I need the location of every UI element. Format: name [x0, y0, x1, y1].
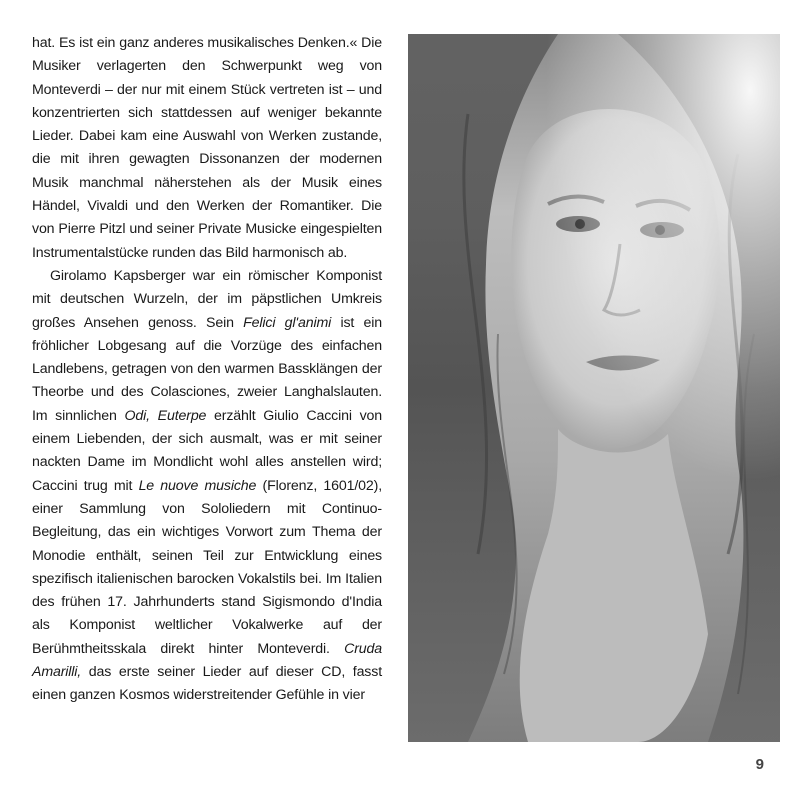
paragraph-2 [32, 265, 382, 708]
paragraph-2-text-1: Girolamo Kapsberger war ein römischer Komponist mit deutschen Wurzeln, der im päpstlichen Umkreis großes Ansehen genoss. Sein [32, 267, 382, 331]
work-title-odi-euterpe: Odi, Euterpe [124, 407, 207, 424]
page-number: 9 [755, 756, 764, 773]
portrait-photo [408, 34, 780, 742]
paragraph-1 [32, 32, 382, 265]
paragraph-1-text: hat. Es ist ein ganz anderes musikalisches Denken.« Die Musiker verlagerten den Schwerpunkt weg von Monteverdi – der nur mit einem Stück vertreten ist – und konzentrierten sich stattdessen auf weniger bekannte Lieder. Dabei kam eine Auswahl von Werken zustande, die mit ihren gewagten Dissonanzen der modernen Musik manchmal näherstehen als der Musik eines Händel, Vivaldi und den Werken der Romantiker. Die von Pierre Pitzl und seiner Private Musicke eingespielten Instrumentalstücke runden das Bild harmonisch ab. [32, 35, 382, 261]
paragraph-2-text-3: erzählt Giulio Caccini von einem Liebenden, der sich ausmalt, was er mit seiner nackten Dame im Mondlicht wohl alles anstellen wird; Caccini trug mit [32, 407, 383, 494]
paragraph-2-text-5: das erste seiner Lieder auf dieser CD, fasst einen ganzen Kosmos widerstreitender Gefühle in vier [32, 664, 382, 704]
work-title-nuove-musiche: Le nuove musiche [138, 477, 257, 494]
work-title-cruda-amarilli: Cruda Amarilli, [32, 640, 382, 681]
work-title-felici: Felici gl'animi [243, 314, 332, 331]
paragraph-2-text-4: (Florenz, 1601/02), einer Sammlung von Sololiedern mit Continuo-Begleitung, das ein wichtiges Vorwort zum Thema der Monodie enthält, seinen Teil zur Entwicklung eines spezifisch italienischen barocken Vokalstils bei. Im Italien des frühen 17. Jahrhunderts stand Sigismondo d'India als Komponist weltlicher Vokalwerke auf der Berühmtheitsskala direkt hinter Monteverdi. [32, 477, 382, 657]
paragraph-2-text-2: ist ein fröhlicher Lobgesang auf die Vorzüge des einfachen Landlebens, getragen von den warmen Bassklängen der Theorbe und des Colasciones, zweier Langhalslauten. Im sinnlichen [32, 314, 382, 424]
portrait-photo-icon [408, 34, 780, 742]
article-text-column [32, 32, 382, 708]
